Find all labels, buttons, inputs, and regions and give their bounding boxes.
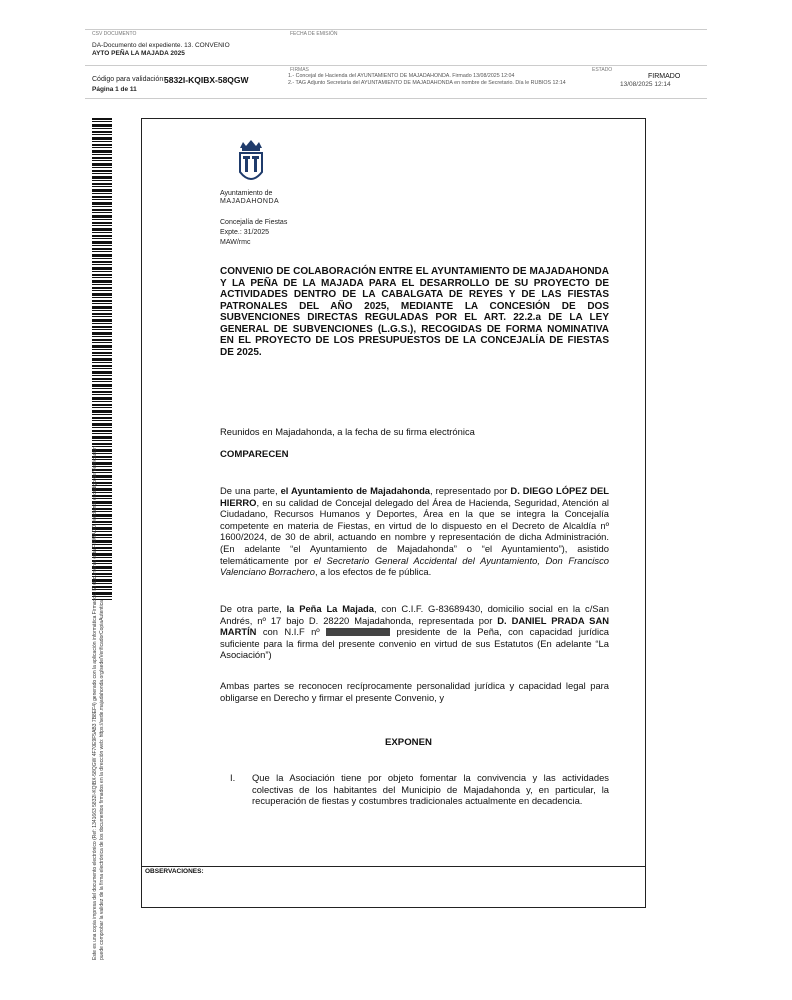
header-mid-rule xyxy=(85,65,707,66)
state-label: ESTADO xyxy=(592,67,613,73)
redacted-nif xyxy=(326,628,390,636)
p1-details: , en su calidad de Concejal delegado del Área de Hacienda, Seguridad, Atención al Ciudadano, Recursos Humanos y Deportes, Área en la que se integra la Concejalía competente en materia de Fiestas, en virtud de lo dispuesto en el Decreto de Alcaldía nº 1600/2024, de 30 de abril, actuando en nombre y representación de dicha Administración. (En adelante “el Ayuntamiento de Majadahonda” o “el Ayuntamiento”), asistido telemáticamente por xyxy=(220,496,609,566)
signer-1: 1.- Concejal de Hacienda del AYUNTAMIENTO DE MAJADAHONDA. Firmado 13/08/2025 12:04 xyxy=(288,73,515,79)
paragraph-ambas-partes: Ambas partes se reconocen recíprocamente personalidad jurídica y capacidad legal para obligarse en Derecho y firmar el presente Convenio, y xyxy=(220,680,609,703)
state-value: FIRMADO xyxy=(648,73,681,80)
header-doc-label: CSV DOCUMENTO xyxy=(92,31,137,37)
p2-closing: presidente de la Peña, con capacidad jurídica suficiente para la firma del presente convenio en virtud de sus Estatutos (En adelante “La Asociación”) xyxy=(220,626,609,661)
exponen-item-number: I. xyxy=(230,772,236,783)
logo-text xyxy=(220,190,279,206)
page-number: Página 1 de 11 xyxy=(92,86,137,93)
p1-secretary: el Secretario General Accidental del Ayuntamiento, Don Francisco Valenciano Borrachero xyxy=(220,554,609,578)
document-title: CONVENIO DE COLABORACIÓN ENTRE EL AYUNTAMIENTO DE MAJADAHONDA Y LA PEÑA DE LA MAJADA PARA EL DESARROLLO DE SU PROYECTO DE ACTIVIDADES DENTRO DE LA CABALGATA DE REYES Y DE LAS FIESTAS PATRONALES DEL AÑO 2025, MEDIANTE LA CONCESIÓN DE DOS SUBVENCIONES DIRECTAS REGULADAS POR EL ART. 22.2.a DE LA LEY GENERAL DE SUBVENCIONES (L.G.S.), RECOGIDAS DE FORMA NOMINATIVA EN EL PROYECTO DE LOS PRESUPUESTOS DE LA CONCEJALÍA DE FIESTAS DE 2025. xyxy=(220,266,609,358)
vertical-legal-text-1: Este es una copia impresa del documento electrónico (Ref: 1341663 5832I-KQIBX-58QGW 4F70E9F5AB3 7B8EF4) generado con la aplicación informática Firmadoc. El documento está FIRMADO. Mediante el código de Verificación xyxy=(92,446,98,960)
validation-label: Código para validación: xyxy=(92,76,166,83)
majadahonda-coat-of-arms-icon xyxy=(234,138,268,188)
p2-details: , con C.I.F. G-83689430, domicilio social en la c/San Andrés, nº 17 bajo D. 28220 Majadahonda, representada por xyxy=(220,603,609,626)
file-metadata xyxy=(220,218,287,248)
signers-label: FIRMAS xyxy=(290,67,309,73)
meta-initials: MAW/rmc xyxy=(220,239,251,246)
observations-row xyxy=(141,866,646,877)
signer-2: 2.- TAG Adjunto Secretaría del AYUNTAMIENTO DE MAJADAHONDA en nombre de Secretario. Día le RUBIOS 12:14 xyxy=(288,80,566,86)
p2-intro: De otra parte, xyxy=(220,603,287,614)
meta-department: Concejalía de Fiestas xyxy=(220,219,288,226)
comparecen-heading: COMPARECEN xyxy=(220,449,289,460)
header-col-label: FECHA DE EMISIÓN xyxy=(290,31,338,37)
header-doc-line1: DA-Documento del expediente. 13. CONVENIO xyxy=(92,42,230,49)
header-top-rule xyxy=(85,29,707,30)
paragraph-ayuntamiento xyxy=(220,485,609,578)
p2-party: la Peña La Majada xyxy=(286,603,374,614)
p2-representative: D. DANIEL PRADA SAN MARTÍN xyxy=(220,614,609,638)
p1-party: el Ayuntamiento de Majadahonda xyxy=(280,485,431,496)
vertical-legal-text-2: puede comprobar la validez de la firma electrónica de los documentos firmados en la dirección web: https://sede.majadahonda.org/sede/VerificadorCopiaAutentica xyxy=(99,600,105,960)
exponen-item-1: Que la Asociación tiene por objeto fomentar la convivencia y las actividades colectivas de los habitantes del Municipio de Majadahonda y, en particular, la recuperación de fiestas y costumbres tradicionales actualmente en decadencia. xyxy=(252,772,609,807)
observations-label: OBSERVACIONES: xyxy=(145,868,204,875)
validation-code[interactable]: 5832I-KQIBX-58QGW xyxy=(164,75,249,85)
meta-file-number: Expte.: 31/2025 xyxy=(220,229,270,236)
exponen-heading: EXPONEN xyxy=(385,737,432,748)
p2-nif-label: con N.I.F nº xyxy=(256,626,327,638)
logo-text-line2: MAJADAHONDA xyxy=(220,198,280,205)
paragraph-pena xyxy=(220,603,609,661)
p1-represented: , representado por xyxy=(430,485,511,496)
state-date: 13/08/2025 12:14 xyxy=(620,81,671,88)
p1-intro: De una parte, xyxy=(220,485,281,496)
reunidos-line: Reunidos en Majadahonda, a la fecha de su firma electrónica xyxy=(220,426,475,437)
p1-representative: D. DIEGO LÓPEZ DEL HIERRO xyxy=(220,485,609,508)
header-doc-line2: AYTO PEÑA LA MAJADA 2025 xyxy=(92,50,185,57)
p1-closing: , a los efectos de fe pública. xyxy=(315,566,432,578)
header-bottom-rule xyxy=(85,98,707,99)
logo-text-line1: Ayuntamiento de xyxy=(220,190,273,197)
